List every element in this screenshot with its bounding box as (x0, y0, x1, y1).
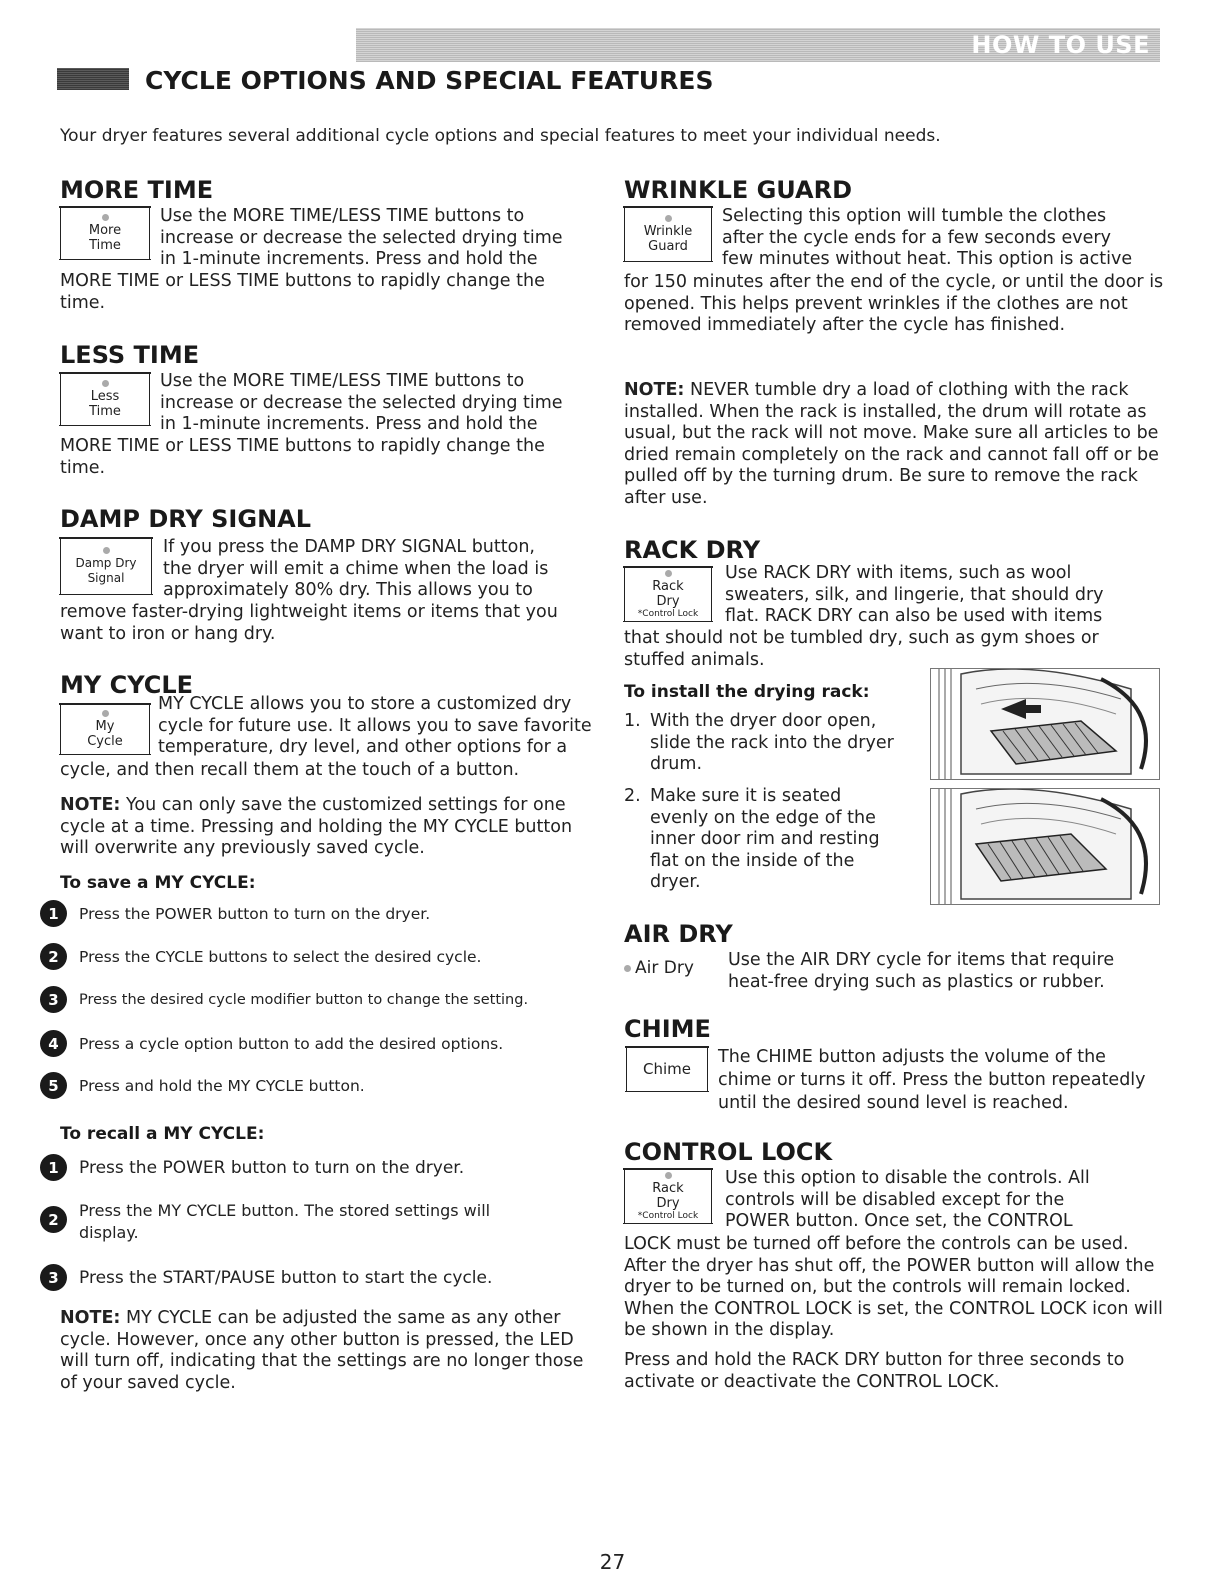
chime-text: The CHIME button adjusts the volume of the chime or turns it off. Press the button repeatedly until the desired sound level is reached. (718, 1047, 1146, 1113)
page-title: CYCLE OPTIONS AND SPECIAL FEATURES (145, 66, 714, 95)
damp-dry-heading: DAMP DRY SIGNAL (60, 505, 312, 533)
save-step (40, 986, 528, 1013)
air-dry-text: Use the AIR DRY cycle for items that require heat-free drying such as plastics or rubber. (728, 950, 1115, 992)
indicator-led-icon (624, 965, 631, 972)
icon-label: Wrinkle (643, 223, 693, 239)
wrinkle-guard-button-icon (624, 206, 712, 262)
icon-label: Air Dry (635, 958, 694, 978)
icon-label: My (95, 718, 115, 734)
more-time-line: in 1-minute increments. Press and hold the (160, 249, 538, 269)
indicator-led-icon (665, 215, 672, 222)
save-my-cycle-heading: To save a MY CYCLE: (60, 873, 256, 893)
step-text: Press the desired cycle modifier button to change the setting. (79, 991, 529, 1008)
my-cycle-line: MY CYCLE allows you to store a customized dry (158, 694, 572, 714)
air-dry-heading: AIR DRY (624, 920, 733, 948)
my-cycle-note (60, 795, 600, 860)
damp-dry-line: the dryer will emit a chime when the load is (163, 558, 549, 579)
icon-label: Rack (652, 578, 684, 594)
install-step (624, 786, 894, 894)
wrinkle-guard-line: after the cycle ends for a few seconds every (722, 227, 1111, 248)
more-time-button-icon (60, 206, 150, 260)
wrinkle-guard-line: few minutes without heat. This option is active (722, 249, 1133, 269)
section-tab-label: HOW TO USE (971, 31, 1150, 59)
step-text: Press the CYCLE buttons to select the desired cycle. (79, 947, 482, 966)
save-step (40, 900, 430, 927)
icon-label: Guard (648, 238, 688, 254)
icon-label: Time (89, 237, 121, 253)
less-time-heading: LESS TIME (60, 341, 200, 369)
rack-install-illustration-1 (930, 668, 1160, 780)
step-number-icon: 5 (40, 1072, 67, 1099)
indicator-led-icon (102, 710, 109, 717)
control-lock-text: LOCK must be turned off before the controls can be used. After the dryer has shut off, the POWER button will allow the dryer to be turned on, but the controls will remain locked. When the CONTROL LOCK is set, the CONTROL LOCK icon will be shown in the display. (624, 1234, 1163, 1340)
control-lock-line: POWER button. Once set, the CONTROL (725, 1211, 1073, 1231)
note-label: NOTE: (60, 1308, 121, 1328)
icon-label: Dry (656, 593, 680, 609)
recall-step (40, 1200, 519, 1244)
damp-dry-signal-button-icon (60, 537, 152, 595)
less-time-line: increase or decrease the selected drying time (160, 392, 563, 413)
title-marker (57, 68, 129, 90)
control-lock-heading: CONTROL LOCK (624, 1138, 833, 1166)
step-text: Press the START/PAUSE button to start the cycle. (79, 1267, 493, 1288)
step-number-icon: 3 (40, 986, 67, 1013)
page-number: 27 (599, 1550, 626, 1574)
air-dry-button-icon (624, 958, 694, 980)
icon-label: Cycle (87, 733, 123, 749)
dryer-rack-seated-icon (931, 789, 1159, 904)
control-lock-line: Use this option to disable the controls. All (725, 1168, 1090, 1188)
step-text: Press the MY CYCLE button. The stored settings will display. (79, 1201, 491, 1242)
note-text: You can only save the customized settings for one cycle at a time. Pressing and holding the MY CYCLE button will overwrite any previously saved cycle. (60, 795, 573, 858)
intro-text: Your dryer features several additional cycle options and special features to meet your individual needs. (60, 126, 941, 146)
wrinkle-guard-text: for 150 minutes after the end of the cycle, or until the door is opened. This helps prevent wrinkles if the clothes are not removed immediately after the cycle has finished. (624, 272, 1164, 335)
wrinkle-guard-note (624, 380, 1164, 509)
wrinkle-guard-line: Selecting this option will tumble the clothes (722, 206, 1107, 226)
indicator-led-icon (102, 214, 109, 221)
rack-dry-text: that should not be tumbled dry, such as gym shoes or stuffed animals. (624, 628, 1099, 670)
my-cycle-line: cycle for future use. It allows you to save favorite (158, 715, 592, 736)
icon-label: Dry (656, 1195, 680, 1211)
rack-dry-line: sweaters, silk, and lingerie, that should dry (725, 584, 1104, 605)
step-number-icon: 2 (40, 1206, 67, 1233)
wrinkle-guard-heading: WRINKLE GUARD (624, 176, 853, 204)
control-lock-button-icon (624, 1168, 712, 1224)
less-time-text: MORE TIME or LESS TIME buttons to rapidly change the time. (60, 436, 545, 478)
indicator-led-icon (102, 380, 109, 387)
step-number-icon: 1 (40, 1154, 67, 1181)
dryer-rack-icon (931, 669, 1159, 779)
icon-label: Signal (87, 570, 125, 585)
more-time-line: Use the MORE TIME/LESS TIME buttons to (160, 206, 525, 226)
damp-dry-line: approximately 80% dry. This allows you to (163, 580, 533, 600)
rack-dry-line: Use RACK DRY with items, such as wool (725, 563, 1072, 583)
more-time-line: increase or decrease the selected drying time (160, 227, 563, 248)
save-step (40, 1030, 503, 1057)
damp-dry-text: remove faster-drying lightweight items or items that you want to iron or hang dry. (60, 602, 558, 644)
icon-label: Damp Dry (75, 555, 137, 570)
step-text: Press and hold the MY CYCLE button. (79, 1076, 365, 1095)
step-number-icon: 4 (40, 1030, 67, 1057)
icon-sublabel: *Control Lock (637, 608, 699, 619)
control-lock-line: controls will be disabled except for the (725, 1189, 1065, 1210)
step-text: Make sure it is seated evenly on the edge of the inner door rim and resting flat on the inside of the dryer. (650, 786, 880, 892)
step-number: 2. (624, 786, 641, 806)
step-text: Press the POWER button to turn on the dryer. (79, 1157, 465, 1178)
step-text: Press a cycle option button to add the desired options. (79, 1034, 504, 1053)
step-number-icon: 2 (40, 943, 67, 970)
more-time-heading: MORE TIME (60, 176, 214, 204)
control-lock-text-2: Press and hold the RACK DRY button for three seconds to activate or deactivate the CONTROL LOCK. (624, 1350, 1125, 1392)
step-text: With the dryer door open, slide the rack into the dryer drum. (650, 711, 894, 774)
chime-button-icon (626, 1046, 708, 1092)
icon-label: More (88, 222, 122, 238)
rack-dry-button-icon (624, 566, 712, 622)
note-text: NEVER tumble dry a load of clothing with the rack installed. When the rack is installed, the drum will rotate as usual, but the rack will not move. Make sure all articles to be dried remain completely on the rack and cannot fall off or be pulled off by the turning drum. Be sure to remove the rack after use. (624, 380, 1159, 508)
chime-heading: CHIME (624, 1015, 711, 1043)
install-step (624, 711, 924, 776)
note-label: NOTE: (624, 380, 685, 400)
step-number: 1. (624, 711, 641, 731)
install-rack-heading: To install the drying rack: (624, 682, 870, 702)
rack-install-illustration-2 (930, 788, 1160, 905)
less-time-line: in 1-minute increments. Press and hold the (160, 414, 538, 434)
my-cycle-button-icon (60, 703, 150, 755)
rack-dry-line: flat. RACK DRY can also be used with items (725, 606, 1103, 626)
indicator-led-icon (665, 570, 672, 577)
step-text: Press the POWER button to turn on the dryer. (79, 904, 431, 923)
icon-label: Less (90, 388, 120, 404)
recall-step (40, 1264, 492, 1291)
save-step (40, 1072, 365, 1099)
note-text: MY CYCLE can be adjusted the same as any other cycle. However, once any other button is pressed, the LED will turn off, indicating that the settings are no longer those of your saved cycle. (60, 1308, 584, 1393)
note-label: NOTE: (60, 795, 121, 815)
recall-step (40, 1154, 464, 1181)
my-cycle-heading: MY CYCLE (60, 671, 194, 699)
less-time-button-icon (60, 372, 150, 426)
icon-label: Chime (643, 1059, 691, 1078)
save-step (40, 943, 481, 970)
indicator-led-icon (665, 1172, 672, 1179)
rack-dry-heading: RACK DRY (624, 536, 761, 564)
recall-my-cycle-heading: To recall a MY CYCLE: (60, 1124, 265, 1144)
step-number-icon: 3 (40, 1264, 67, 1291)
my-cycle-text: cycle, and then recall them at the touch of a button. (60, 760, 520, 780)
less-time-line: Use the MORE TIME/LESS TIME buttons to (160, 371, 525, 391)
my-cycle-line: temperature, dry level, and other options for a (158, 737, 568, 757)
icon-sublabel: *Control Lock (637, 1210, 699, 1221)
icon-label: Time (89, 403, 121, 419)
damp-dry-line: If you press the DAMP DRY SIGNAL button, (163, 537, 535, 557)
more-time-text: MORE TIME or LESS TIME buttons to rapidly change the time. (60, 271, 545, 313)
icon-label: Rack (652, 1180, 684, 1196)
step-number-icon: 1 (40, 900, 67, 927)
section-banner (356, 28, 1160, 62)
my-cycle-note-2 (60, 1308, 600, 1394)
indicator-led-icon (103, 547, 110, 554)
